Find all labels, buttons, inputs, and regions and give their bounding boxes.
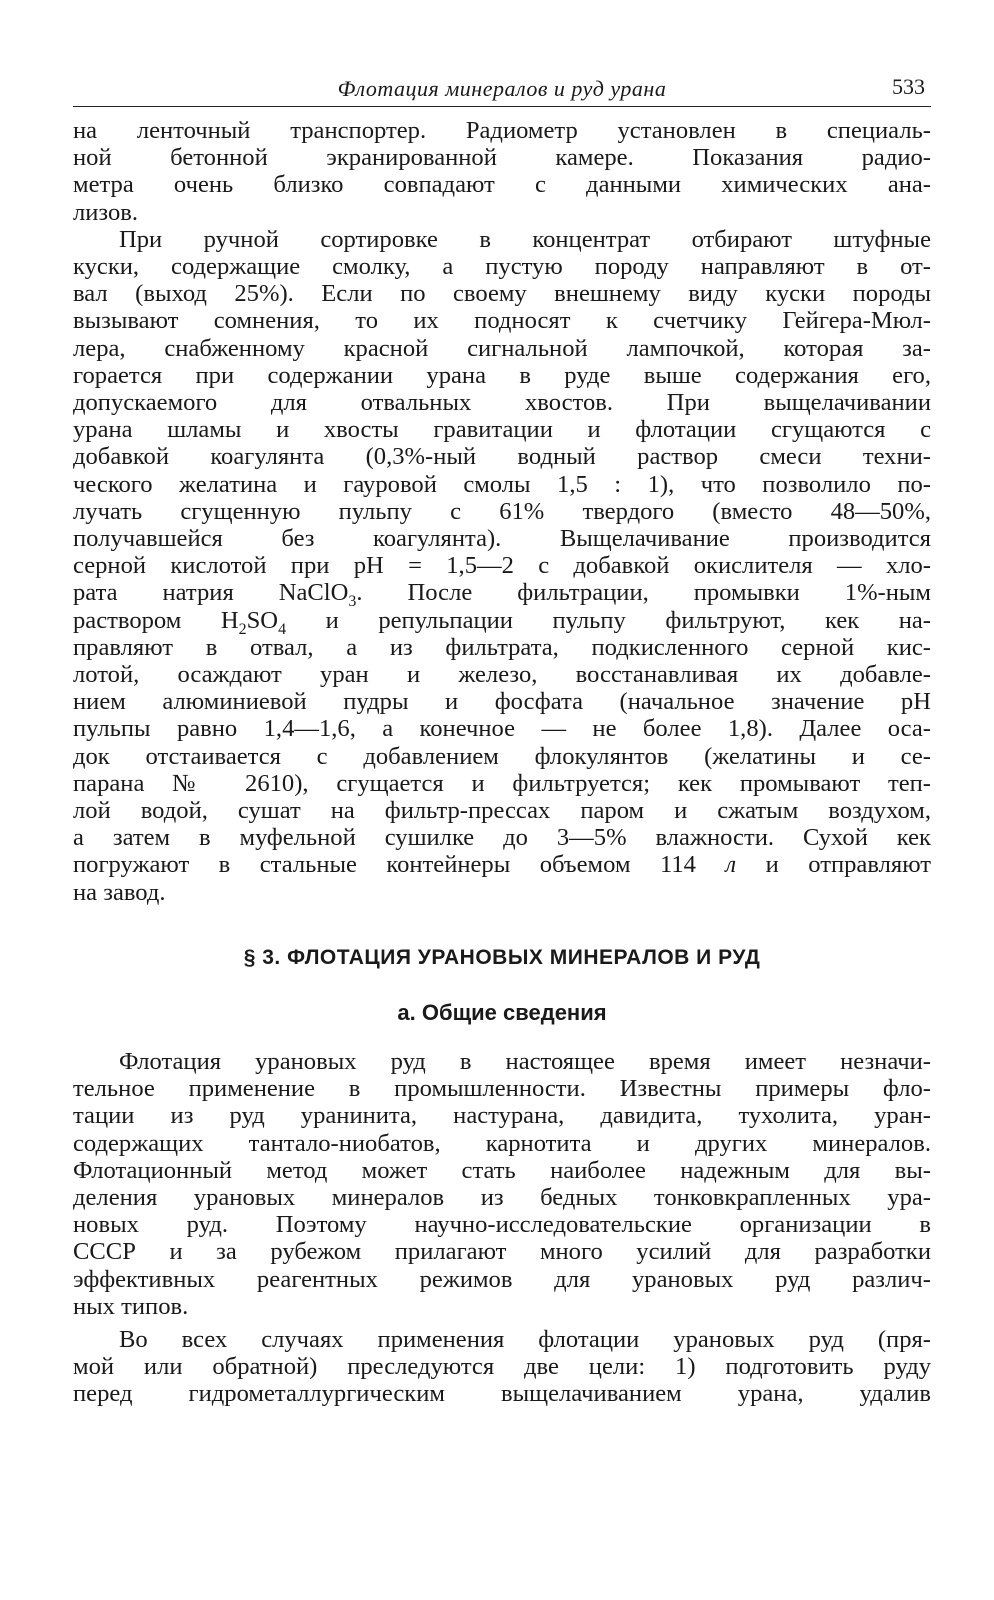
text-line: СССР и за рубежом прилагают много усилий для разработки (73, 1238, 931, 1266)
text-line: вал (выход 25%). Если по своему внешнему виду куски породы (73, 280, 931, 308)
text-line: а затем в муфельной сушилке до 3—5% влажности. Сухой кек (73, 824, 931, 852)
text-line: Во всех случаях применения флотации урановых руд (пря- (119, 1325, 931, 1353)
text-line: При ручной сортировке в концентрат отбирают штуфные (119, 225, 931, 253)
text-fragment: SO (246, 606, 279, 634)
text-fragment: погружают в стальные контейнеры объемом 114 (73, 851, 726, 879)
book-page (73, 72, 931, 1408)
text-line: добавкой коагулянта (0,3%-ный водный раствор смеси техни- (73, 443, 931, 471)
text-fragment: раствором H (73, 606, 239, 634)
text-line: получавшейся без коагулянта). Выщелачивание производится (73, 525, 931, 553)
text-line: урана шламы и хвосты гравитации и флотации сгущаются с (73, 416, 931, 444)
text-line: ческого желатина и гауровой смолы 1,5 : 1), что позволило по- (73, 470, 931, 498)
page-number: 533 (892, 74, 925, 99)
text-line-formula (73, 606, 931, 638)
text-line: ной бетонной экранированной камере. Показания радио- (73, 144, 931, 172)
text-line: перед гидрометаллургическим выщелачиванием урана, удалив (73, 1380, 931, 1408)
body-text (73, 117, 931, 1408)
text-line: тации из руд уранинита, настурана, давидита, тухолита, уран- (73, 1102, 931, 1130)
text-line: вызывают сомнения, то их подносят к счетчику Гейгера-Мюл- (73, 307, 931, 335)
text-line: допускаемого для отвальных хвостов. При выщелачивании (73, 389, 931, 417)
text-line: лизов. (73, 198, 139, 226)
text-line: на завод. (73, 878, 166, 906)
text-line: содержащих тантало-ниобатов, карнотита и других минералов. (73, 1129, 931, 1157)
text-fragment: и репульпации пульпу фильтруют, кек на- (286, 606, 931, 634)
text-line: куски, содержащие смолку, а пустую породу направляют в от- (73, 253, 931, 281)
text-line: лотой, осаждают уран и железо, восстанавливая их добавле- (73, 661, 931, 689)
text-line: док отстаивается с добавлением флокулянтов (желатины и се- (73, 742, 931, 770)
subscript: 4 (278, 620, 287, 638)
text-line: нием алюминиевой пудры и фосфата (начальное значение pH (73, 688, 931, 716)
text-line: новых руд. Поэтому научно-исследовательские организации в (73, 1211, 931, 1239)
text-fragment: . После фильтрации, промывки 1%-ным (356, 579, 931, 607)
subscript: 3 (348, 593, 357, 611)
text-line: на ленточный транспортер. Радиометр установлен в специаль- (73, 117, 931, 144)
text-line: правляют в отвал, а из фильтрата, подкисленного серной кис- (73, 633, 931, 661)
text-fragment: и отправляют (736, 851, 931, 879)
running-header (73, 72, 931, 107)
text-line: горается при содержании урана в руде выше содержания его, (73, 361, 931, 389)
text-line: метра очень близко совпадают с данными химических ана- (73, 171, 931, 199)
text-line: эффективных реагентных режимов для урановых руд различ- (73, 1265, 931, 1293)
text-fragment: рата натрия NaClO (73, 579, 349, 607)
text-line: Флотационный метод может стать наиболее надежным для вы- (73, 1156, 931, 1184)
text-line: ных типов. (73, 1292, 189, 1320)
text-line-formula (73, 851, 931, 878)
sub-heading: а. Общие сведения (397, 999, 607, 1025)
text-line: лера, снабженному красной сигнальной лампочкой, которая за- (73, 334, 931, 362)
text-line: лучать сгущенную пульпу с 61% твердого (вместо 48—50%, (73, 497, 931, 525)
text-line: пульпы равно 1,4—1,6, а конечное — не более 1,8). Далее оса- (73, 715, 931, 743)
text-line-formula (73, 579, 931, 611)
section-heading: § 3. ФЛОТАЦИЯ УРАНОВЫХ МИНЕРАЛОВ И РУД (243, 945, 761, 969)
text-line: серной кислотой при pH = 1,5—2 с добавкой окислителя — хло- (73, 552, 931, 580)
text-line: тельное применение в промышленности. Известны примеры фло- (73, 1075, 931, 1103)
text-line: мой или обратной) преследуются две цели: 1) подготовить руду (73, 1353, 931, 1381)
running-title: Флотация минералов и руд урана (337, 76, 667, 101)
text-line: деления урановых минералов из бедных тонковкрапленных ура- (73, 1183, 931, 1211)
text-line: Флотация урановых руд в настоящее время имеет незначи- (119, 1047, 931, 1075)
unit-liter: л (725, 851, 737, 879)
text-line: лой водой, сушат на фильтр-прессах паром и сжатым воздухом, (73, 797, 931, 825)
text-line: парана № 2610), сгущается и фильтруется; кек промывают теп- (73, 769, 931, 797)
subscript: 2 (238, 620, 247, 638)
